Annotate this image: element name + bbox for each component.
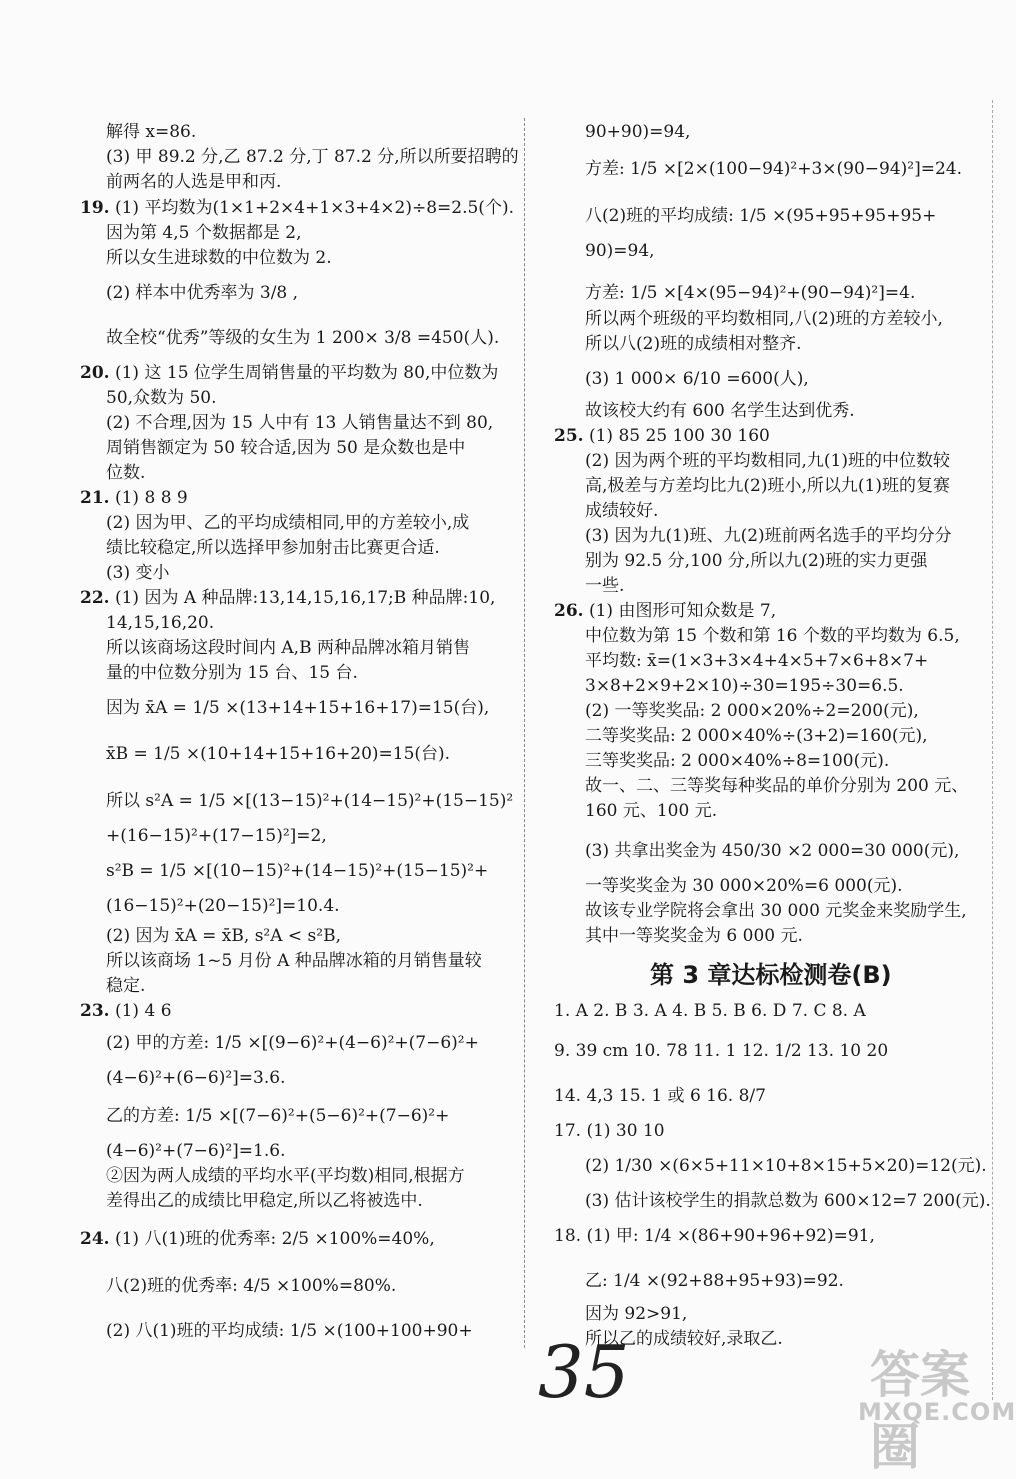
text-line xyxy=(106,697,489,719)
watermark-url: MXQE.COM xyxy=(858,1398,1016,1426)
text-line xyxy=(585,575,624,597)
line-text: 量的中位数分别为 15 台、15 台. xyxy=(106,663,358,683)
line-text: 解得 x=86. xyxy=(106,122,197,142)
watermark-logo: 答案圈 xyxy=(870,1346,970,1476)
line-text: 一些. xyxy=(585,576,625,596)
line-text: (2) 因为两个班的平均数相同,九(1)班的中位数较 xyxy=(585,451,950,471)
line-text: (1) 由图形可知众数是 7, xyxy=(588,601,777,621)
text-line xyxy=(585,240,655,262)
text-line xyxy=(585,750,889,772)
text-line xyxy=(106,895,340,917)
text-line xyxy=(106,925,341,947)
text-line xyxy=(554,1040,888,1062)
question-number: 21. xyxy=(80,488,110,508)
text-line xyxy=(585,368,809,390)
line-text: 中位数为第 15 个数和第 16 个数的平均数为 6.5, xyxy=(585,626,960,646)
line-text: 稳定. xyxy=(106,976,146,996)
text-line xyxy=(585,725,928,747)
text-line xyxy=(585,625,960,647)
line-text: (2) 一等奖奖品: 2 000×20%÷2=200(元), xyxy=(585,701,919,721)
line-text: (3) 1 000× 6/10 =600(人), xyxy=(585,369,809,389)
line-text: 前两名的人选是甲和丙. xyxy=(106,172,282,192)
text-line xyxy=(585,800,717,822)
line-text: 所以八(2)班的成绩相对整齐. xyxy=(585,334,802,354)
line-text: 故全校“优秀”等级的女生为 1 200× 3/8 =450(人). xyxy=(106,328,500,348)
text-line xyxy=(106,950,482,972)
line-text: 八(2)班的平均成绩: 1/5 ×(95+95+95+95+ xyxy=(585,206,937,226)
text-line xyxy=(585,475,950,497)
text-line xyxy=(585,1270,844,1292)
text-line xyxy=(106,790,513,812)
line-text: (1) 4 6 xyxy=(114,1001,172,1021)
text-line xyxy=(80,1000,172,1022)
text-line xyxy=(585,400,855,422)
text-line xyxy=(106,171,281,193)
line-text: 所以该商场 1~5 月份 A 种品牌冰箱的月销售量较 xyxy=(106,951,482,971)
line-text: 方差: 1/5 ×[4×(95−94)²+(90−94)²]=4. xyxy=(585,283,916,303)
text-line xyxy=(106,743,450,765)
line-text: (1) 平均数为(1×1+2×4+1×3+4×2)÷8=2.5(个). xyxy=(114,198,514,218)
line-text: ②因为两人成绩的平均水平(平均数)相同,根据方 xyxy=(106,1166,465,1186)
text-line xyxy=(106,437,465,459)
line-text: 八(2)班的优秀率: 4/5 ×100%=80%. xyxy=(106,1276,397,1296)
line-text: 其中一等奖奖金为 6 000 元. xyxy=(585,926,803,946)
text-line xyxy=(106,1067,285,1089)
text-line xyxy=(585,205,936,227)
line-text: 二等奖奖品: 2 000×40%÷(3+2)=160(元), xyxy=(585,726,928,746)
text-line xyxy=(106,1275,396,1297)
text-line xyxy=(106,222,301,244)
text-line xyxy=(106,1320,473,1342)
text-line xyxy=(585,840,959,862)
line-text: 90+90)=94, xyxy=(585,122,691,142)
line-text: (1) 这 15 位学生周销售量的平均数为 80,中位数为 xyxy=(114,363,499,383)
line-text: 位数. xyxy=(106,463,146,483)
line-text: 3×8+2×9+2×10)÷30=195÷30=6.5. xyxy=(585,676,904,696)
text-line xyxy=(80,1228,435,1250)
text-line xyxy=(106,282,298,304)
line-text: s²B = 1/5 ×[(10−15)²+(14−15)²+(15−15)²+ xyxy=(106,861,489,881)
text-line xyxy=(554,1085,766,1107)
line-text: (2) 八(1)班的平均成绩: 1/5 ×(100+100+90+ xyxy=(106,1321,473,1341)
line-text: (3) 估计该校学生的捐款总数为 600×12=7 200(元). xyxy=(585,1191,991,1211)
text-line xyxy=(585,500,658,522)
text-line xyxy=(106,512,469,534)
text-line xyxy=(106,462,145,484)
line-text: 所以 s²A = 1/5 ×[(13−15)²+(14−15)²+(15−15)² xyxy=(106,791,514,811)
question-number: 24. xyxy=(80,1229,110,1249)
line-text: 90)=94, xyxy=(585,241,655,261)
line-text: 平均数: x̄=(1×3+3×4+4×5+7×6+8×7+ xyxy=(585,651,929,671)
text-line xyxy=(106,825,327,847)
line-text: (1) 因为 A 种品牌:13,14,15,16,17;B 种品牌:10, xyxy=(114,588,496,608)
line-text: (3) 甲 89.2 分,乙 87.2 分,丁 87.2 分,所以所要招聘的 xyxy=(106,147,519,167)
line-text: 14. 4,3 15. 1 或 6 16. 8/7 xyxy=(554,1086,766,1106)
line-text: 所以女生进球数的中位数为 2. xyxy=(106,248,332,268)
line-text: 绩比较稳定,所以选择甲参加射击比赛更合适. xyxy=(106,538,440,558)
text-line xyxy=(585,1190,991,1212)
line-text: 1. A 2. B 3. A 4. B 5. B 6. D 7. C 8. A xyxy=(554,1001,866,1021)
line-text: 160 元、100 元. xyxy=(585,801,718,821)
text-line xyxy=(585,121,690,143)
line-text: 18. (1) 甲: 1/4 ×(86+90+96+92)=91, xyxy=(554,1226,875,1246)
text-line xyxy=(80,197,514,219)
line-text: (2) 因为 x̄A = x̄B, s²A < s²B, xyxy=(106,926,341,946)
text-line xyxy=(106,387,216,409)
question-number: 20. xyxy=(80,363,110,383)
column-divider xyxy=(524,118,525,1348)
text-line xyxy=(585,925,803,947)
question-number: 19. xyxy=(80,198,110,218)
page-edge xyxy=(992,100,993,1400)
line-text: (3) 共拿出奖金为 450/30 ×2 000=30 000(元), xyxy=(585,841,960,861)
line-text: (2) 样本中优秀率为 3/8 , xyxy=(106,283,299,303)
text-line xyxy=(585,1303,687,1325)
line-text: 50,众数为 50. xyxy=(106,388,217,408)
line-text: 方差: 1/5 ×[2×(100−94)²+3×(90−94)²]=24. xyxy=(585,159,963,179)
text-line xyxy=(106,1105,449,1127)
text-line xyxy=(106,860,488,882)
text-line xyxy=(106,612,214,634)
text-line xyxy=(585,700,919,722)
text-line xyxy=(106,975,145,997)
question-number: 26. xyxy=(554,601,584,621)
line-text: (4−6)²+(7−6)²]=1.6. xyxy=(106,1141,286,1161)
text-line xyxy=(106,662,358,684)
line-text: 别为 92.5 分,100 分,所以九(2)班的实力更强 xyxy=(585,551,928,571)
text-line xyxy=(585,450,950,472)
text-line xyxy=(585,875,903,897)
line-text: 周销售额定为 50 较合适,因为 50 是众数也是中 xyxy=(106,438,466,458)
text-line xyxy=(106,537,440,559)
text-line xyxy=(585,675,904,697)
line-text: 高,极差与方差均比九(2)班小,所以九(1)班的复赛 xyxy=(585,476,950,496)
text-line xyxy=(106,637,470,659)
text-line xyxy=(554,600,776,622)
line-text: 17. (1) 30 10 xyxy=(554,1121,665,1141)
line-text: (2) 不合理,因为 15 人中有 13 人销售量达不到 80, xyxy=(106,413,494,433)
line-text: 差得出乙的成绩比甲稳定,所以乙将被选中. xyxy=(106,1191,423,1211)
line-text: (1) 8 8 9 xyxy=(114,488,188,508)
question-number: 22. xyxy=(80,588,110,608)
text-line xyxy=(106,1165,465,1187)
section-title: 第 3 章达标检测卷(B) xyxy=(650,961,892,989)
line-text: 所以该商场这段时间内 A,B 两种品牌冰箱月销售 xyxy=(106,638,470,658)
page-number: 35 xyxy=(538,1330,630,1414)
text-line xyxy=(80,587,495,609)
line-text: 因为第 4,5 个数据都是 2, xyxy=(106,223,302,243)
text-line xyxy=(585,1328,783,1350)
line-text: (1) 八(1)班的优秀率: 2/5 ×100%=40%, xyxy=(114,1229,435,1249)
text-line xyxy=(585,550,927,572)
line-text: x̄B = 1/5 ×(10+14+15+16+20)=15(台). xyxy=(106,744,451,764)
line-text: 因为 x̄A = 1/5 ×(13+14+15+16+17)=15(台), xyxy=(106,698,490,718)
line-text: 14,15,16,20. xyxy=(106,613,215,633)
line-text: (2) 甲的方差: 1/5 ×[(9−6)²+(4−6)²+(7−6)²+ xyxy=(106,1033,479,1053)
line-text: (4−6)²+(6−6)²]=3.6. xyxy=(106,1068,286,1088)
line-text: 故该校大约有 600 名学生达到优秀. xyxy=(585,401,855,421)
text-line xyxy=(585,158,962,180)
line-text: 故该专业学院将会拿出 30 000 元奖金来奖励学生, xyxy=(585,901,967,921)
text-line xyxy=(554,1120,665,1142)
line-text: 乙: 1/4 ×(92+88+95+93)=92. xyxy=(585,1271,844,1291)
line-text: (2) 因为甲、乙的平均成绩相同,甲的方差较小,成 xyxy=(106,513,470,533)
text-line xyxy=(106,412,493,434)
line-text: 故一、二、三等奖每种奖品的单价分别为 200 元、 xyxy=(585,776,969,796)
text-line xyxy=(554,425,770,447)
text-line xyxy=(585,775,968,797)
text-line xyxy=(554,1000,866,1022)
text-line xyxy=(106,121,196,143)
text-line xyxy=(585,900,967,922)
text-line xyxy=(106,1140,285,1162)
text-line xyxy=(80,487,188,509)
text-line xyxy=(585,650,928,672)
line-text: +(16−15)²+(17−15)²]=2, xyxy=(106,826,327,846)
line-text: (3) 变小 xyxy=(106,563,170,583)
text-line xyxy=(80,362,498,384)
question-number: 25. xyxy=(554,426,584,446)
text-line xyxy=(106,247,332,269)
text-line xyxy=(585,308,943,330)
text-line xyxy=(106,1190,423,1212)
line-text: 所以两个班级的平均数相同,八(2)班的方差较小, xyxy=(585,309,943,329)
line-text: 所以乙的成绩较好,录取乙. xyxy=(585,1329,783,1349)
line-text: 一等奖奖金为 30 000×20%=6 000(元). xyxy=(585,876,903,896)
line-text: (2) 1/30 ×(6×5+11×10+8×15+5×20)=12(元). xyxy=(585,1156,987,1176)
text-line xyxy=(106,146,519,168)
text-line xyxy=(585,333,801,355)
text-line xyxy=(585,282,915,304)
text-line xyxy=(106,562,169,584)
text-line xyxy=(585,525,952,547)
line-text: (3) 因为九(1)班、九(2)班前两名选手的平均分分 xyxy=(585,526,952,546)
line-text: (16−15)²+(20−15)²]=10.4. xyxy=(106,896,340,916)
line-text: 成绩较好. xyxy=(585,501,659,521)
text-line xyxy=(106,1032,479,1054)
line-text: (1) 85 25 100 30 160 xyxy=(588,426,770,446)
line-text: 9. 39 cm 10. 78 11. 1 12. 1/2 13. 10 20 xyxy=(554,1041,889,1061)
line-text: 因为 92>91, xyxy=(585,1304,688,1324)
question-number: 23. xyxy=(80,1001,110,1021)
text-line xyxy=(554,1225,875,1247)
line-text: 乙的方差: 1/5 ×[(7−6)²+(5−6)²+(7−6)²+ xyxy=(106,1106,450,1126)
text-line xyxy=(106,327,499,349)
text-line xyxy=(585,1155,987,1177)
line-text: 三等奖奖品: 2 000×40%÷8=100(元). xyxy=(585,751,890,771)
